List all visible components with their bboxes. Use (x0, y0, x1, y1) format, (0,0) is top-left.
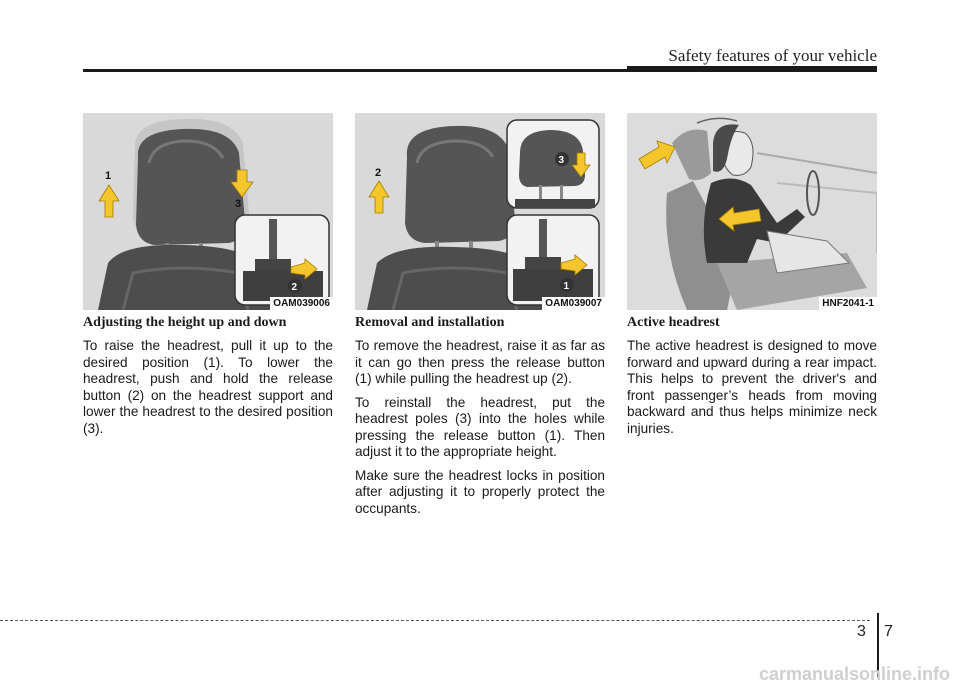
section-heading: Adjusting the height up and down (83, 315, 287, 330)
column-removal-installation (355, 315, 605, 524)
column-active-headrest (627, 315, 877, 444)
watermark: carmanualsonline.info (758, 664, 950, 684)
section-heading: Active headrest (627, 315, 720, 330)
header-rule-accent (627, 66, 877, 72)
marker-1: 1 (563, 281, 570, 292)
figure-code: OAM039007 (542, 297, 605, 310)
figure-headrest-removal (355, 113, 605, 310)
marker-3: 3 (558, 155, 565, 166)
figure-active-headrest (627, 113, 877, 310)
marker-2: 2 (375, 167, 382, 179)
chapter-number: 3 (857, 623, 866, 640)
figure-code: HNF2041-1 (819, 297, 877, 310)
section-heading: Removal and installation (355, 315, 505, 330)
figure-code: OAM039006 (270, 297, 333, 310)
marker-2: 2 (291, 282, 298, 293)
marker-3: 3 (235, 198, 242, 210)
paragraph: To raise the headrest, pull it up to the desired position (1). To lower the headrest, push and hold the release button (2) on the headrest support and lower the headrest to the desired position (3). (83, 338, 333, 436)
footer-rule (0, 620, 870, 621)
headrest-height-illustration (83, 113, 333, 310)
marker-1: 1 (105, 170, 112, 182)
column-height-adjust (83, 315, 333, 444)
paragraph: To remove the headrest, raise it as far as it can go then press the release button (1) while pulling the headrest up (2). (355, 338, 605, 386)
headrest-removal-illustration (355, 113, 605, 310)
paragraph: Make sure the headrest locks in position after adjusting it to properly protect the occupants. (355, 467, 605, 516)
figure-headrest-height (83, 113, 333, 310)
page-number: 7 (884, 623, 893, 640)
active-headrest-illustration (627, 113, 877, 310)
paragraph: To reinstall the headrest, put the headrest poles (3) into the holes while pressing the release button (1). Then adjust it to the appropriate height. (355, 394, 605, 459)
paragraph: The active headrest is designed to move forward and upward during a rear impact. This helps to prevent the driver's and front passenger’s heads from moving backward and thus helps minimize neck injuries. (627, 338, 877, 436)
header-title: Safety features of your vehicle (668, 46, 877, 65)
